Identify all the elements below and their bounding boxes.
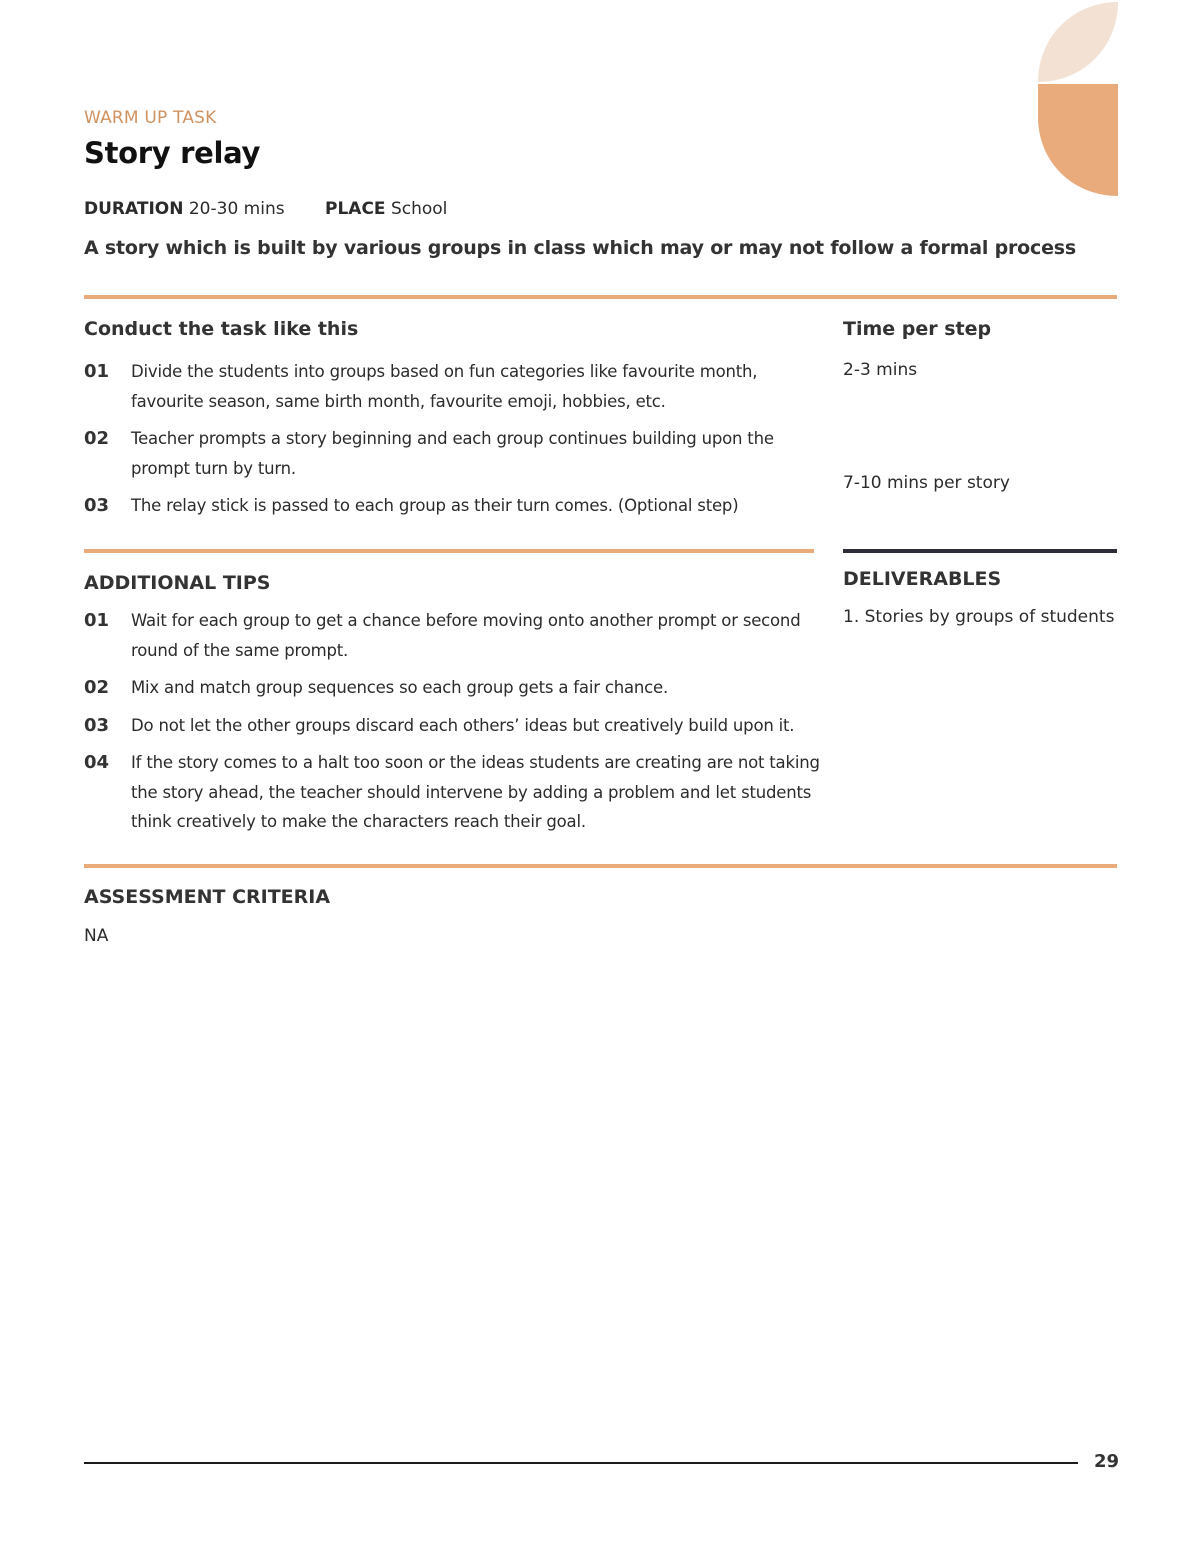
list-item <box>84 491 824 521</box>
step-number: 03 <box>84 495 110 516</box>
conduct-heading: Conduct the task like this <box>84 318 359 340</box>
place-meta <box>325 199 447 219</box>
task-category: WARM UP TASK <box>84 108 217 128</box>
page-title: Story relay <box>84 136 261 170</box>
assessment-value: NA <box>84 926 109 946</box>
step-number: 01 <box>84 361 110 382</box>
duration-meta <box>84 199 285 219</box>
section-divider-assessment <box>84 864 1117 868</box>
list-item <box>84 357 824 416</box>
section-divider-deliverables <box>843 549 1117 553</box>
decorative-leaf-shape <box>1038 2 1118 82</box>
section-divider-top <box>84 295 1117 299</box>
tip-number: 02 <box>84 677 110 698</box>
list-item <box>84 711 824 741</box>
place-value: School <box>390 199 448 219</box>
section-divider-tips <box>84 549 814 553</box>
footer-divider <box>84 1462 1078 1464</box>
time-per-step-heading: Time per step <box>843 318 992 340</box>
assessment-heading: ASSESSMENT CRITERIA <box>84 886 331 908</box>
conduct-steps-list <box>84 357 824 529</box>
tips-list <box>84 606 824 845</box>
tip-text: Wait for each group to get a chance before moving onto another prompt or second round of the same prompt. <box>131 611 801 660</box>
deliverables-item: 1. Stories by groups of students <box>843 607 1115 627</box>
step-text: Divide the students into groups based on fun categories like favourite month, favourite season, same birth month, favourite emoji, hobbies, etc. <box>131 362 758 411</box>
time-step-first: 2-3 mins <box>843 360 918 380</box>
place-label: PLACE <box>325 199 386 219</box>
tip-number: 04 <box>84 752 110 773</box>
tip-text: Mix and match group sequences so each group gets a fair chance. <box>131 678 668 697</box>
task-summary: A story which is built by various groups in class which may or may not follow a formal process <box>84 237 1076 259</box>
tip-number: 03 <box>84 714 110 736</box>
duration-value: 20-30 mins <box>188 199 285 219</box>
list-item <box>84 673 824 703</box>
tip-text: Do not let the other groups discard each others’ ideas but creatively build upon it. <box>131 715 795 735</box>
step-number: 02 <box>84 428 110 449</box>
step-text: The relay stick is passed to each group as their turn comes. (Optional step) <box>131 496 739 515</box>
list-item <box>84 748 824 837</box>
decorative-half-circle-shape <box>1038 84 1118 196</box>
tip-number: 01 <box>84 610 110 631</box>
tip-text: If the story comes to a halt too soon or the ideas students are creating are not taking the story ahead, the teacher should intervene by adding a problem and let students think creatively to make the characters reach their goal. <box>131 753 820 831</box>
time-step-second: 7-10 mins per story <box>843 473 1010 493</box>
list-item <box>84 606 824 665</box>
duration-label: DURATION <box>84 199 184 219</box>
tips-heading: ADDITIONAL TIPS <box>84 572 271 594</box>
page-number: 29 <box>1094 1451 1120 1472</box>
deliverables-heading: DELIVERABLES <box>843 568 1002 590</box>
step-text: Teacher prompts a story beginning and each group continues building upon the prompt turn by turn. <box>131 429 774 478</box>
decorative-shape <box>1038 2 1118 196</box>
list-item <box>84 424 824 483</box>
